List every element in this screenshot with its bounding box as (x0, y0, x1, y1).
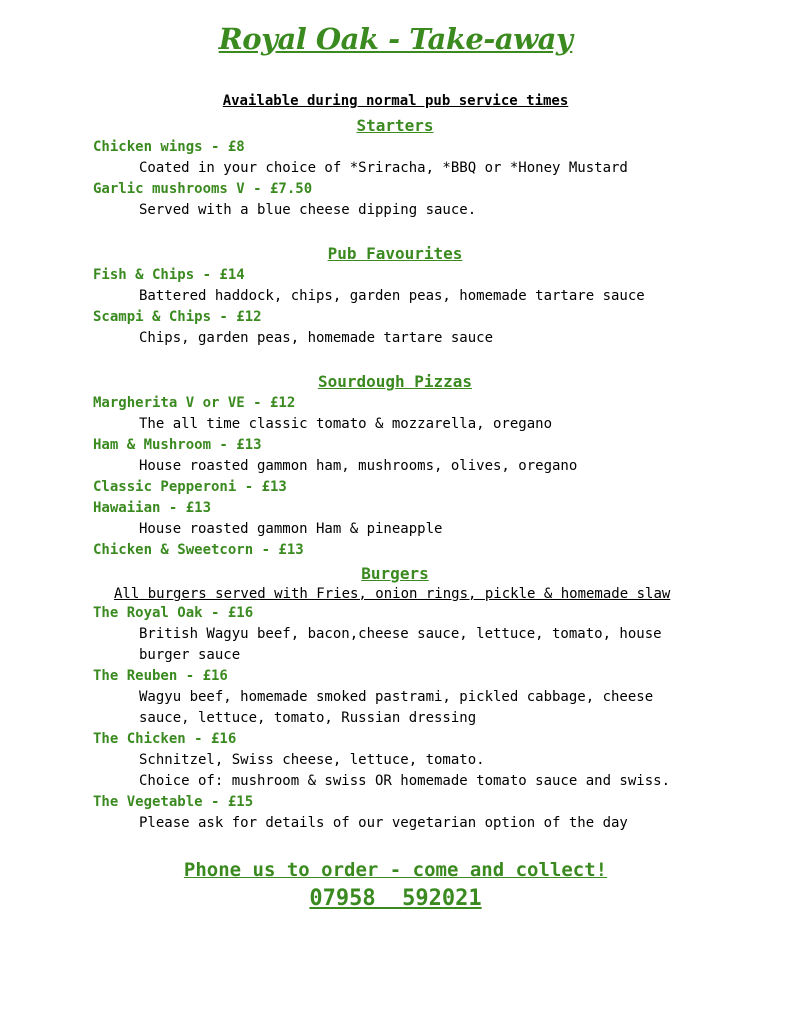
menu-item-name: The Royal Oak - £16 (93, 605, 254, 621)
section-heading-pizzas: Sourdough Pizzas (317, 372, 473, 391)
menu-item-name: The Chicken - £16 (93, 731, 237, 747)
menu-item-desc: British Wagyu beef, bacon,cheese sauce, lettuce, tomato, house burger sauce (139, 626, 662, 663)
menu-item-name: Chicken wings - £8 (93, 139, 245, 155)
menu-item-name: The Vegetable - £15 (93, 794, 254, 810)
menu-item-desc: Served with a blue cheese dipping sauce. (139, 202, 477, 218)
section-heading-pub-favourites: Pub Favourites (327, 244, 463, 263)
menu-item-desc: Wagyu beef, homemade smoked pastrami, pickled cabbage, cheese sauce, lettuce, tomato, Russian dressing (139, 689, 654, 726)
section-heading-burgers: Burgers (361, 564, 429, 583)
page-title: Royal Oak - Take-away (218, 22, 573, 56)
menu-item-desc: Battered haddock, chips, garden peas, homemade tartare sauce (139, 288, 645, 304)
menu-item-name: Chicken & Sweetcorn - £13 (93, 542, 304, 558)
menu-item-desc: Schnitzel, Swiss cheese, lettuce, tomato. Choice of: mushroom & swiss OR homemade tomato sauce and swiss. (139, 752, 671, 789)
availability-note: Available during normal pub service times (222, 93, 569, 109)
menu-item-desc: Coated in your choice of *Sriracha, *BBQ or *Honey Mustard (139, 160, 628, 176)
menu-item-desc: House roasted gammon ham, mushrooms, olives, oregano (139, 458, 578, 474)
menu-item-desc: The all time classic tomato & mozzarella, oregano (139, 416, 553, 432)
menu-item-name: Ham & Mushroom - £13 (93, 437, 262, 453)
menu-item-name: Margherita V or VE - £12 (93, 395, 296, 411)
menu-item-name: Classic Pepperoni - £13 (93, 479, 287, 495)
phone-number[interactable]: 07958 592021 (309, 886, 482, 911)
menu-item-name: The Reuben - £16 (93, 668, 228, 684)
menu-item-desc: Chips, garden peas, homemade tartare sauce (139, 330, 494, 346)
section-heading-starters: Starters (356, 116, 434, 135)
menu-item-name: Hawaiian - £13 (93, 500, 212, 516)
menu-item-name: Scampi & Chips - £12 (93, 309, 262, 325)
order-call-to-action: Phone us to order - come and collect! (183, 859, 608, 881)
burgers-note: All burgers served with Fries, onion rings, pickle & homemade slaw (114, 586, 671, 602)
menu-item-name: Fish & Chips - £14 (93, 267, 245, 283)
menu-item-desc: House roasted gammon Ham & pineapple (139, 521, 443, 537)
menu-body (93, 115, 713, 834)
menu-item-name: Garlic mushrooms V - £7.50 (93, 181, 313, 197)
menu-item-desc: Please ask for details of our vegetarian option of the day (139, 815, 628, 831)
